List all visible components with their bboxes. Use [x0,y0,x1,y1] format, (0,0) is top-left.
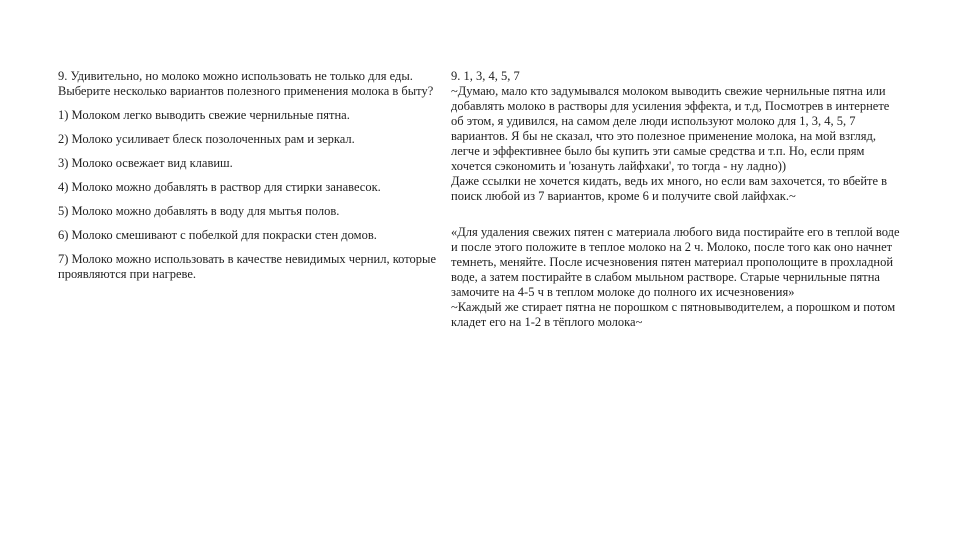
quote-tail: ~Каждый же стирает пятна не порошком с пятновыводителем, а порошком и потом кладет его на 1-2 в тёплого молока~ [451,300,896,329]
option-1: 1) Молоком легко выводить свежие чернильные пятна. [58,108,350,122]
option-2: 2) Молоко усиливает блеск позолоченных рам и зеркал. [58,132,355,146]
question-text: 9. Удивительно, но молоко можно использовать не только для еды. Выберите несколько вариантов полезного применения молока в быту? [58,69,434,98]
option-4: 4) Молоко можно добавлять в раствор для стирки занавесок. [58,180,381,194]
option-7: 7) Молоко можно использовать в качестве невидимых чернил, которые проявляются при нагреве. [58,252,436,281]
answer-column [451,69,901,330]
option-6: 6) Молоко смешивают с побелкой для покраски стен домов. [58,228,377,242]
question-column [58,69,438,291]
option-5: 5) Молоко можно добавлять в воду для мытья полов. [58,204,340,218]
answer-tail: Даже ссылки не хочется кидать, ведь их много, но если вам захочется, то вбейте в поиск любой из 7 вариантов, кроме 6 и получите свой лайфхак.~ [451,174,888,203]
answer-text: ~Думаю, мало кто задумывался молоком выводить свежие чернильные пятна или добавлять молоко в растворы для усиления эффекта, и т.д, Посмотрев в интернете об этом, я удивился, на самом деле люди используют молоко для 1, 3, 4, 5, 7 вариантов. Я бы не сказал, что это полезное применение молока, на мой взгляд, легче и эффективнее было бы купить эти самые средства и т.п. Но, если прям хочется сэкономить и 'юзануть лайфхаки', то тогда - ну ладно)) [451,84,890,173]
option-3: 3) Молоко освежает вид клавиш. [58,156,233,170]
answer-title: 9. 1, 3, 4, 5, 7 [451,69,520,83]
quote-text: «Для удаления свежих пятен с материала любого вида постирайте его в теплой воде и после этого положите в теплое молоко на 2 ч. Молоко, после того как оно начнет темнеть, меняйте. После исчезновения пятен материал прополощите в прохладной воде, а затем постирайте в слабом мыльном растворе. Старые чернильные пятна замочите на 4-5 ч в теплом молоке до полного их исчезновения» [451,225,900,299]
quote-block [451,225,901,330]
